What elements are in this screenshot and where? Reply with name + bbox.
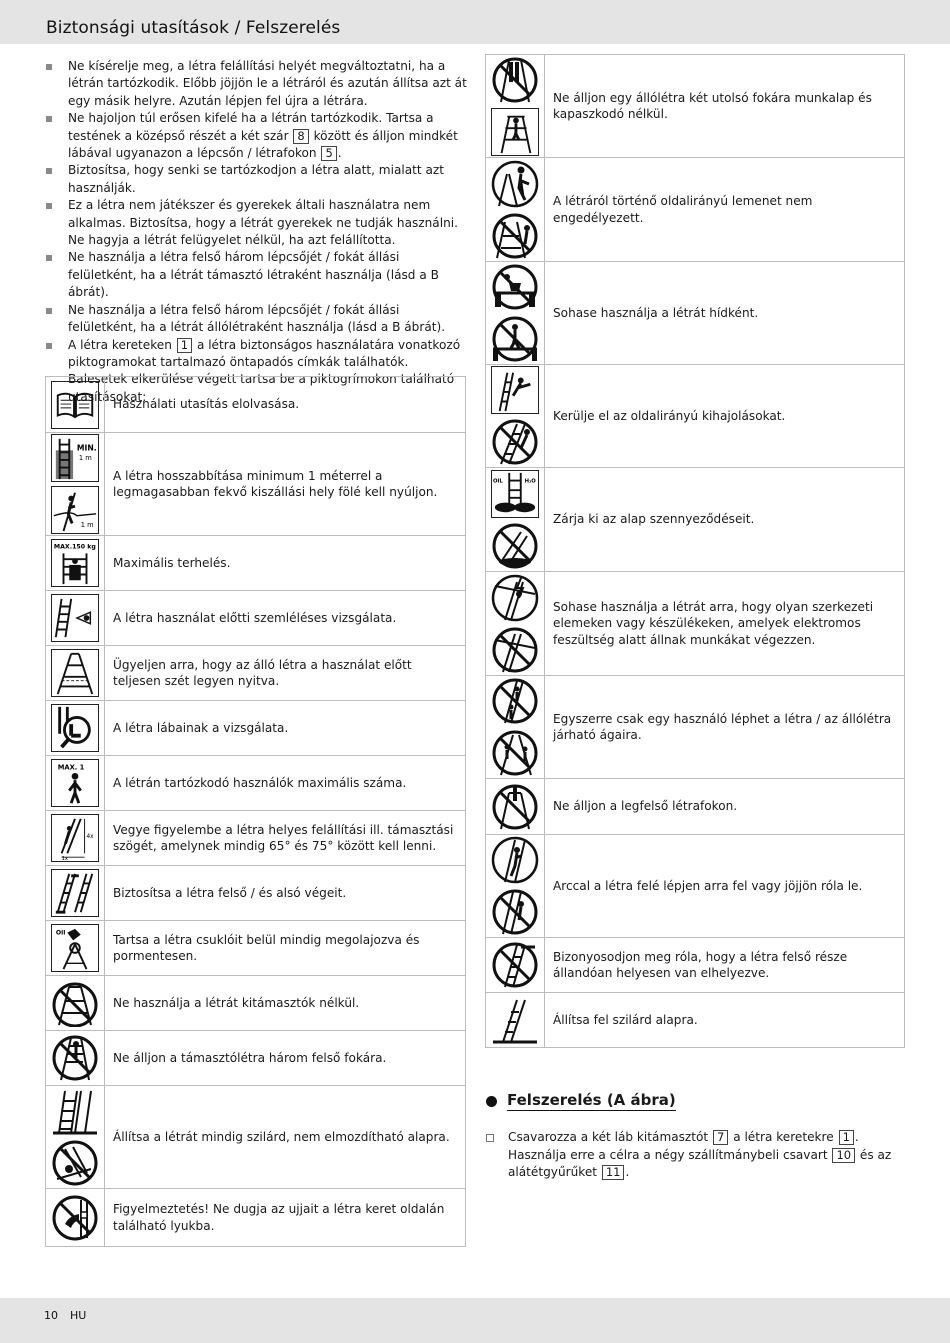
- list-item: [46, 110, 470, 162]
- table-row: [46, 433, 466, 536]
- bullet-text: között és álljon mindkét lábával ugyanazon a lépcsőn / létrafokon: [68, 128, 458, 161]
- bullet-square-icon: [46, 308, 52, 314]
- lean-sideways-icon: [491, 366, 539, 414]
- assembly-title: Felszerelés (A ábra): [507, 1091, 676, 1109]
- no-wheelbarrow-bridge-icon: [491, 263, 539, 311]
- table-row: [46, 866, 466, 921]
- length-label: 1 m: [78, 453, 92, 462]
- assembly-text: a létra keretekre: [729, 1130, 838, 1144]
- safety-bullet-list: [46, 58, 470, 406]
- bullet-text: a létra biztonságos használatára vonatkozó piktogramokat tartalmazó öntapadós címkák találhatók. Balesetek elkerülése végett tartsa be a piktogrímokon található utasításokat:: [68, 337, 461, 404]
- no-top-two-steps-icon: [491, 56, 539, 104]
- pictogram-description: Arccal a létra felé lépjen arra fel vagy jöjjön róla le.: [545, 835, 905, 938]
- bullet-text: Ne kísérelje meg, a létra felállítási helyét megváltoztatni, ha a létrán tartózkodik. Előbb jöjjön le a létráról és azután állítsa azt át egy másik helyre. Azután lépjen fel újra a létrára.: [68, 59, 467, 108]
- oil-water-ground-icon: [491, 470, 539, 518]
- table-row: [46, 377, 466, 433]
- page-number: 10: [44, 1309, 58, 1322]
- assembly-heading: [486, 1091, 676, 1111]
- no-two-users-stepladder-icon: [491, 729, 539, 777]
- pictogram-description: Kerülje el az oldalirányú kihajolásokat.: [545, 365, 905, 468]
- pictogram-table-right: [485, 54, 905, 1048]
- electric-hazard-icon: [491, 574, 539, 622]
- table-row: [486, 468, 905, 572]
- language-code: HU: [70, 1309, 87, 1322]
- table-row: [46, 976, 466, 1031]
- heading-bullet-icon: [486, 1096, 497, 1107]
- bullet-text: Ne használja a létra felső három lépcsőjét / fokát állási felületként, ha a létrát támasztó létraként használja (lásd a B ábrát).: [68, 250, 439, 300]
- oil-label: Oil: [55, 929, 66, 937]
- pictogram-description: A létra használat előtti szemléléses vizsgálata.: [105, 591, 466, 646]
- bullet-text: Ne hajoljon túl erősen kifelé ha a létrán tartózkodik. Tartsa a testének a középső részét a két szár: [68, 111, 434, 143]
- list-item: [46, 302, 470, 337]
- no-top-three-rungs-icon: [51, 1034, 99, 1082]
- pictogram-description: Ne álljon a legfelső létrafokon.: [545, 779, 905, 835]
- table-row: [46, 921, 466, 976]
- no-contaminated-base-icon: [491, 522, 539, 570]
- ratio-label: 4x: [86, 834, 94, 840]
- bullet-square-icon: [46, 203, 52, 209]
- no-live-wires-icon: [491, 626, 539, 674]
- table-row: [486, 993, 905, 1048]
- no-bridge-use-icon: [491, 315, 539, 363]
- table-row: [486, 572, 905, 676]
- no-back-to-ladder-icon: [491, 888, 539, 936]
- max-load-icon: [51, 539, 99, 587]
- secure-ladder-ends-icon: [51, 869, 99, 917]
- person-stepladder-icon: [491, 160, 539, 208]
- bullet-text: A létra kereteken: [68, 337, 176, 352]
- table-row: [486, 779, 905, 835]
- ladder-extension-min-1m-icon: [51, 434, 99, 482]
- table-row: [486, 676, 905, 779]
- part-reference: 7: [713, 1130, 728, 1145]
- ladder-top-placement-icon: [491, 941, 539, 989]
- checkbox-icon: [486, 1134, 494, 1142]
- firm-base-icon: [51, 1087, 99, 1135]
- ladder-feet-magnifier-icon: [51, 704, 99, 752]
- list-item: [46, 249, 470, 301]
- table-row: [486, 365, 905, 468]
- no-unstable-base-icon: [51, 1139, 99, 1187]
- footer-bar: [0, 1298, 950, 1343]
- no-stabilizer-prohibited-icon: [51, 979, 99, 1027]
- length-label: 1 m: [80, 521, 94, 530]
- table-row: [46, 591, 466, 646]
- face-ladder-icon: [491, 836, 539, 884]
- part-reference: 11: [602, 1165, 625, 1180]
- table-row: [486, 158, 905, 262]
- bullet-square-icon: [46, 168, 52, 174]
- pictogram-description: Sohase használja a létrát arra, hogy olyan szerkezeti elemeken vagy készülékeken, amelyek elektromos feszültség alatt állnak munkákat végezzen.: [545, 572, 905, 676]
- pictogram-description: Biztosítsa a létra felső / és alsó végeit.: [105, 866, 466, 921]
- stepladder-platform-icon: [491, 108, 539, 156]
- table-row: [46, 1086, 466, 1189]
- pictogram-description: Ne használja a létrát kitámasztók nélkül.: [105, 976, 466, 1031]
- list-item: [46, 197, 470, 249]
- person-climbing-1m-icon: [51, 486, 99, 534]
- pictogram-description: Egyszerre csak egy használó léphet a létra / az állólétra járható ágaira.: [545, 676, 905, 779]
- book-icon: [51, 381, 99, 429]
- ladder-angle-icon: [51, 814, 99, 862]
- ratio-label: 1x: [61, 856, 69, 861]
- assembly-instruction: [486, 1129, 906, 1182]
- assembly-text: Csavarozza a két láb kitámasztót: [508, 1130, 713, 1144]
- table-row: [486, 835, 905, 938]
- pictogram-description: Ügyeljen arra, hogy az álló létra a használat előtt teljesen szét legyen nyitva.: [105, 646, 466, 701]
- assembly-text: . Használja erre a célra a négy szállítmánybeli csavart: [508, 1130, 859, 1162]
- bullet-square-icon: [46, 255, 52, 261]
- part-reference: 10: [832, 1148, 855, 1163]
- table-row: [46, 1031, 466, 1086]
- max-load-label: MAX.150 kg: [53, 543, 96, 551]
- no-top-rung-icon: [491, 783, 539, 831]
- part-reference: 8: [293, 129, 308, 144]
- pictogram-description: Figyelmeztetés! Ne dugja az ujjait a létra keret oldalán található lyukba.: [105, 1189, 466, 1247]
- part-reference: 1: [839, 1130, 854, 1145]
- pictogram-description: Használati utasítás elolvasása.: [105, 377, 466, 433]
- pictogram-description: Ne álljon a támasztólétra három felső fokára.: [105, 1031, 466, 1086]
- part-reference: 5: [321, 146, 336, 161]
- water-label: H₂O: [524, 478, 536, 484]
- pictogram-description: Állítsa a létrát mindig szilárd, nem elmozdítható alapra.: [105, 1086, 466, 1189]
- pictogram-description: A létráról történő oldalirányú lemenet nem engedélyezett.: [545, 158, 905, 262]
- min-label: MIN.: [76, 443, 97, 453]
- stepladder-open-icon: [51, 649, 99, 697]
- bullet-text: Ez a létra nem játékszer és gyerekek általi használatra nem alkalmas. Biztosítsa, hogy a létrát gyerekek ne tudják használni. Ne hagyja a létrát felügyelet nélkül, ha azt felállította.: [68, 198, 458, 248]
- assembly-text: és az alátétgyűrűket: [508, 1147, 892, 1180]
- pictogram-description: Tartsa a létra csuklóit belül mindig megolajozva és pormentesen.: [105, 921, 466, 976]
- pictogram-description: Maximális terhelés.: [105, 536, 466, 591]
- no-overreaching-icon: [491, 418, 539, 466]
- pictogram-description: Vegye figyelembe a létra helyes felállítási ill. támasztási szögét, amelynek mindig 65° és 75° között kell lenni.: [105, 811, 466, 866]
- oil-hinges-icon: [51, 924, 99, 972]
- bullet-square-icon: [46, 343, 52, 349]
- list-item: [46, 58, 470, 110]
- pictogram-description: A létrán tartózkodó használók maximális száma.: [105, 756, 466, 811]
- bullet-text: Biztosítsa, hogy senki se tartózkodjon a létra alatt, mialatt azt használják.: [68, 163, 444, 195]
- table-row: [46, 1189, 466, 1247]
- bullet-text: .: [337, 146, 342, 161]
- oil-label: OIL: [492, 478, 503, 484]
- pictogram-description: Ne álljon egy állólétra két utolsó fokára munkalap és kapaszkodó nélkül.: [545, 55, 905, 158]
- pictogram-description: Állítsa fel szilárd alapra.: [545, 993, 905, 1048]
- bullet-square-icon: [46, 64, 52, 70]
- page-title: Biztonsági utasítások / Felszerelés: [46, 18, 341, 38]
- pictogram-table-left: [45, 376, 466, 1247]
- table-row: [46, 811, 466, 866]
- table-row: [486, 55, 905, 158]
- ladder-inspection-eye-icon: [51, 594, 99, 642]
- bullet-text: Ne használja a létra felső három lépcsőjét / fokát állási felületként, ha a létrát állólétraként használja (lásd a B ábrát).: [68, 302, 446, 335]
- max-one-user-icon: [51, 759, 99, 807]
- assembly-text: .: [625, 1165, 630, 1180]
- list-item: [46, 162, 470, 197]
- table-row: [486, 938, 905, 993]
- pictogram-description: Bizonyosodjon meg róla, hogy a létra felső része állandóan helyesen van elhelyezve.: [545, 938, 905, 993]
- table-row: [46, 756, 466, 811]
- table-row: [46, 701, 466, 756]
- pictogram-description: Zárja ki az alap szennyeződéseit.: [545, 468, 905, 572]
- table-row: [486, 262, 905, 365]
- pictogram-description: A létra lábainak a vizsgálata.: [105, 701, 466, 756]
- pictogram-description: Sohase használja a létrát hídként.: [545, 262, 905, 365]
- max-users-label: MAX. 1: [57, 763, 85, 772]
- footer: [44, 1309, 98, 1322]
- bullet-square-icon: [46, 116, 52, 122]
- firm-ground-icon: [491, 996, 539, 1044]
- table-row: [46, 536, 466, 591]
- table-row: [46, 646, 466, 701]
- no-side-dismount-icon: [491, 212, 539, 260]
- part-reference: 1: [177, 338, 192, 353]
- no-two-users-icon: [491, 677, 539, 725]
- pictogram-description: A létra hosszabbítása minimum 1 méterrel a legmagasabban fekvő kiszállási hely fölé kell nyúljon.: [105, 433, 466, 536]
- no-fingers-in-holes-icon: [51, 1194, 99, 1242]
